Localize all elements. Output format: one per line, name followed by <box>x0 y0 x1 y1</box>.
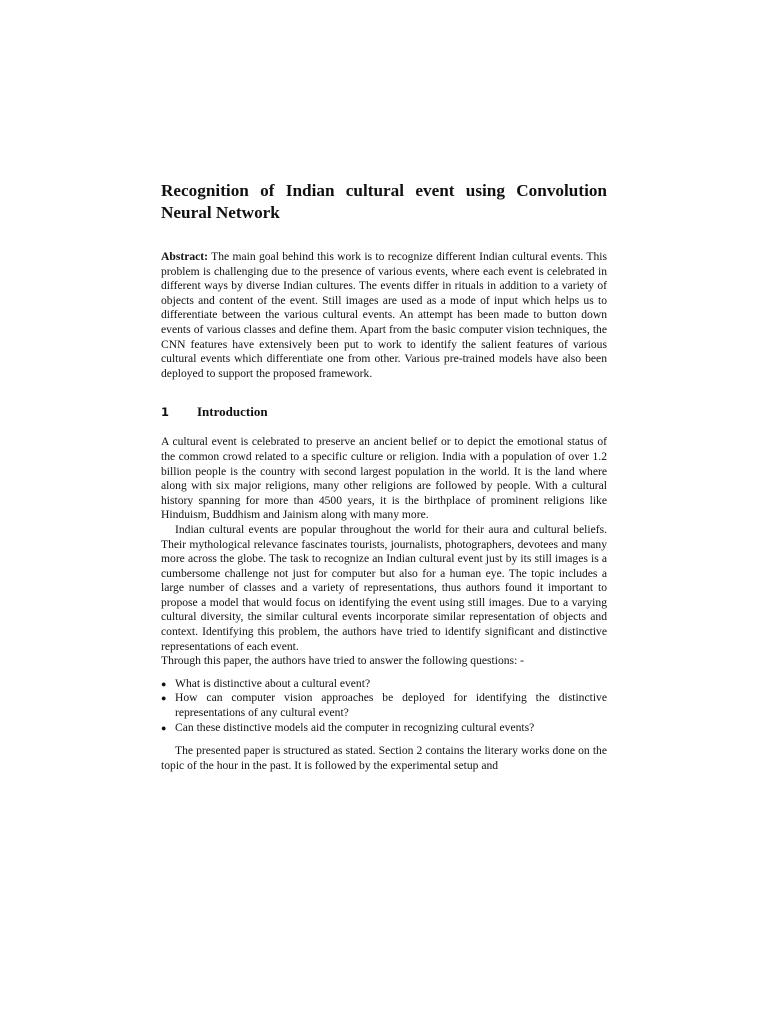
bullet-icon: ● <box>161 693 167 704</box>
bullet-icon: ● <box>161 678 167 689</box>
bullet-icon: ● <box>161 722 167 733</box>
abstract-text: The main goal behind this work is to recognize different Indian cultural events. This problem is challenging due to the presence of various events, where each event is celebrated in different ways by diverse Indian cultures. The events differ in rituals in addition to a variety of objects and content of the event. Still images are used as a mode of input which helps us to differentiate between the various cultural events. An attempt has been made to button down events of various classes and define them. Apart from the basic computer vision techniques, the CNN features have extensively been put to work to identify the salient features of various cultural events which differentiate one from other. Various pre-trained models have also been deployed to support the proposed framework. <box>161 250 607 380</box>
question-list <box>161 677 607 735</box>
intro-paragraph-2: Indian cultural events are popular throughout the world for their aura and cultural beliefs. Their mythological relevance fascinates tourists, journalists, photographers, devotees and many more across the globe. The task to recognize an Indian cultural event just by its still images is a cumbersome challenge not just for computer but also for a human eye. The topic includes a large number of classes and a variety of representations, thus authors found it important to propose a model that would focus on identifying the event using still images. Due to a varying cultural diversity, the similar cultural events incorporate similar representation of objects and context. Identifying this problem, the authors have tried to identify significant and distinctive representations of each event. <box>161 522 607 653</box>
abstract <box>161 250 607 381</box>
list-item: ● How can computer vision approaches be deployed for identifying the distinctive representations of any cultural event? <box>161 691 607 720</box>
section-heading-introduction <box>161 404 607 420</box>
list-item: ● What is distinctive about a cultural event? <box>161 676 371 690</box>
structure-paragraph: The presented paper is structured as stated. Section 2 contains the literary works done on the topic of the hour in the past. It is followed by the experimental setup and <box>161 744 607 772</box>
intro-paragraph-1: A cultural event is celebrated to preserve an ancient belief or to depict the emotional status of the common crowd related to a specific culture or religion. India with a population of over 1.2 billion people is the country with second largest population in the world. It is the land where along with six major religions, many other religions are followed by people. With a cultural history spanning for more than 4500 years, it is the birthplace of prominent religions like Hinduism, Buddhism and Jainism along with many more. <box>161 435 607 522</box>
section-title: Introduction <box>197 404 268 420</box>
list-item: ● Can these distinctive models aid the computer in recognizing cultural events? <box>161 720 535 734</box>
abstract-label: Abstract: <box>161 250 209 263</box>
intro-paragraph-3: Through this paper, the authors have tried to answer the following questions: - <box>161 654 525 668</box>
paper-page <box>161 180 607 773</box>
section-number: 1 <box>161 405 170 420</box>
paper-title: Recognition of Indian cultural event using Convolution Neural Network <box>161 181 607 222</box>
